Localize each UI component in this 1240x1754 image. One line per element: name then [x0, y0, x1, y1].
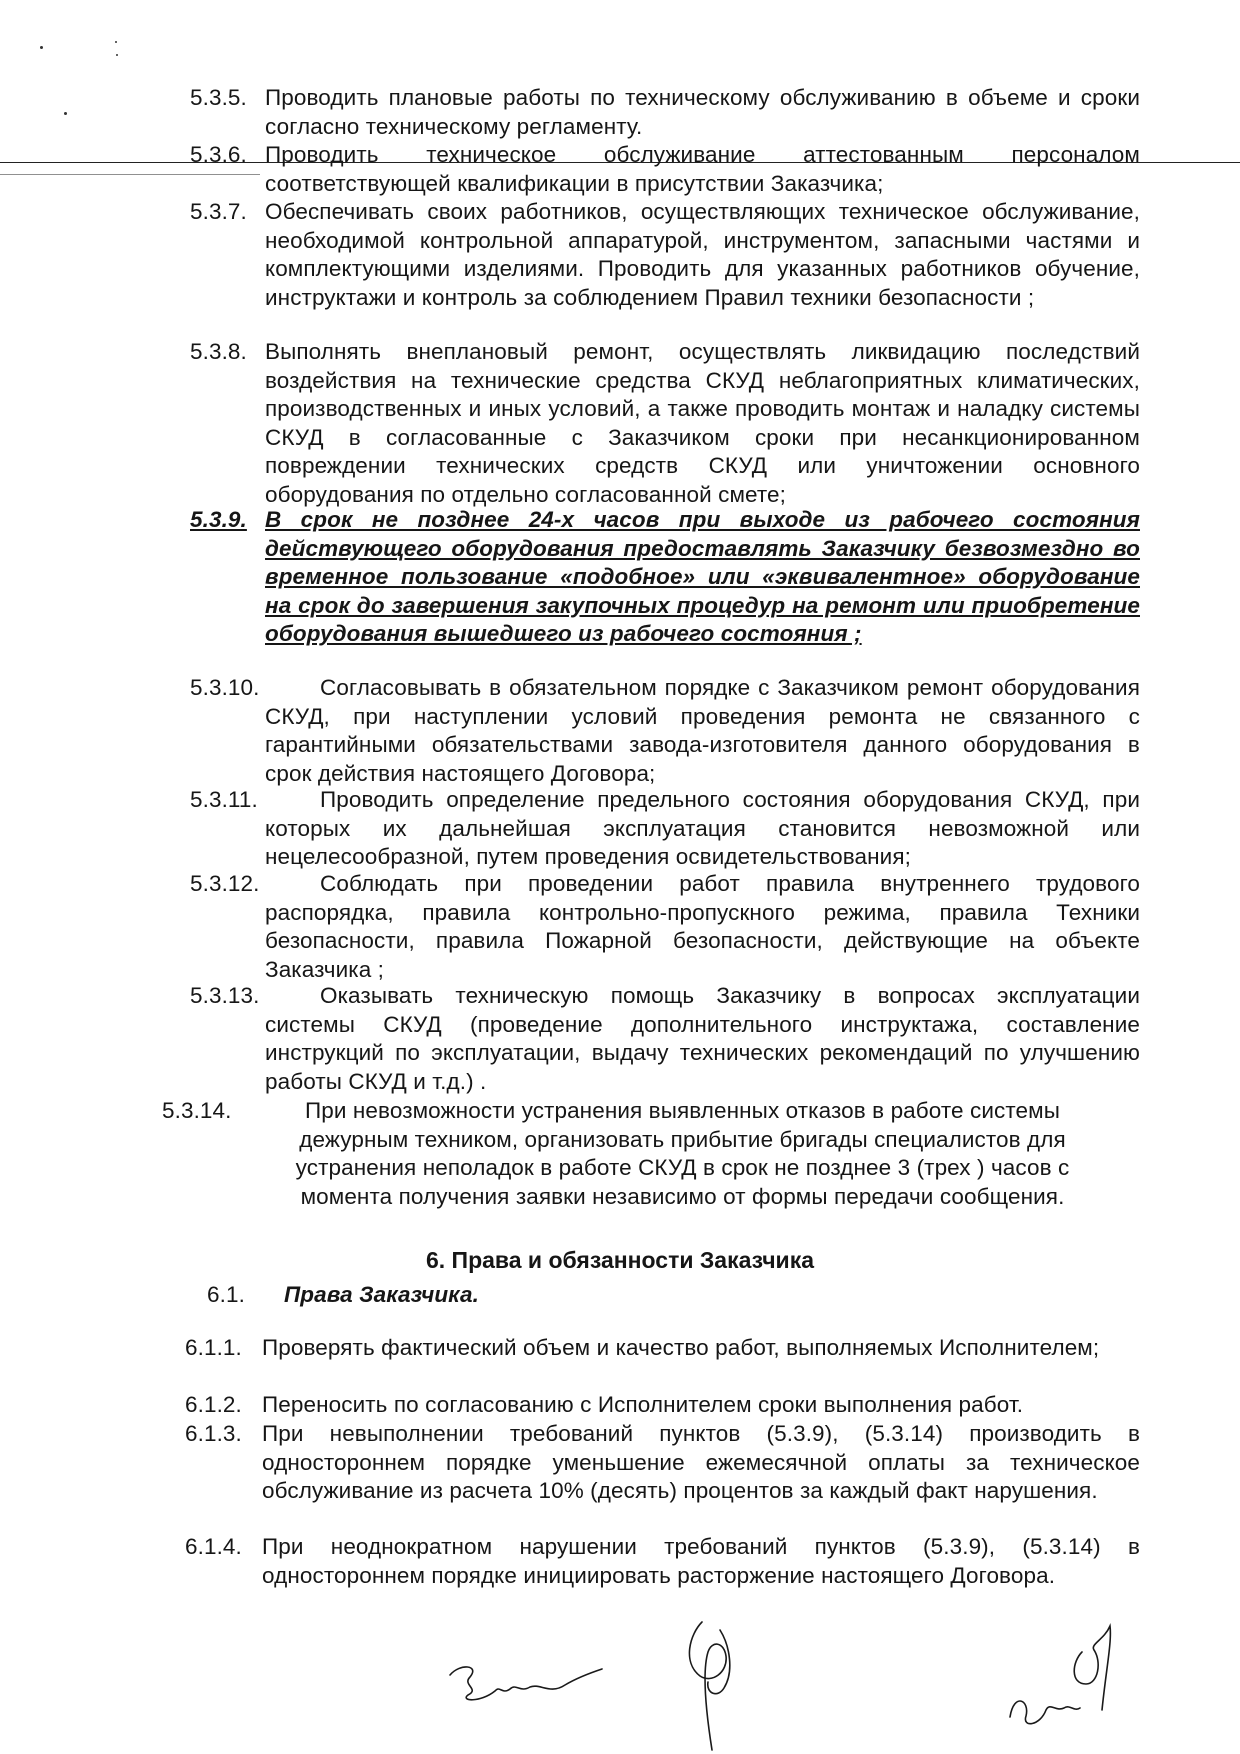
- clause-text: Проводить плановые работы по техническому обслуживанию в объеме и сроки согласно техническому регламенту.: [265, 85, 1140, 139]
- clause-number: 5.3.8.: [190, 339, 247, 364]
- clause-number: 6.1.4.: [185, 1534, 242, 1559]
- clause-text: Соблюдать при проведении работ правила внутреннего трудового распорядка, правила контрольно-пропускного режима, правила Техники безопасности, правила Пожарной безопасности, действующие на объекте Заказчика ;: [265, 871, 1140, 982]
- clause-text: Обеспечивать своих работников, осуществляющих техническое обслуживание, необходимой контрольной аппаратурой, инструментом, запасными частями и комплектующими изделиями. Проводить для указанных работников обучение, инструктажи и контроль за соблюдением Правил техники безопасности ;: [265, 199, 1140, 310]
- clause-text: Проверять фактический объем и качество работ, выполняемых Исполнителем;: [262, 1335, 1100, 1360]
- clause-number: 6.1.3.: [185, 1421, 242, 1446]
- clause-number: 5.3.12.: [190, 871, 260, 896]
- section-heading: 6. Права и обязанности Заказчика: [425, 1247, 815, 1273]
- scan-speck: [40, 46, 43, 49]
- subsection-title: Права Заказчика.: [284, 1282, 479, 1307]
- clause-number: 5.3.5.: [190, 85, 247, 110]
- clause-text: При неоднократном нарушении требований пунктов (5.3.9), (5.3.14) в одностороннем порядке инициировать расторжение настоящего Договора.: [262, 1534, 1140, 1588]
- clause-text: Оказывать техническую помощь Заказчику в вопросах эксплуатации системы СКУД (проведение дополнительного инструктажа, составление инструкций по эксплуатации, выдачу технических рекомендаций по улучшению работы СКУД и т.д.) .: [265, 983, 1140, 1094]
- scan-speck: [116, 54, 118, 56]
- clause-number: 6.1.1.: [185, 1335, 242, 1360]
- clause-number: 5.3.11.: [190, 787, 258, 812]
- clause-number: 5.3.7.: [190, 199, 247, 224]
- clause-text: Проводить техническое обслуживание аттестованным персоналом соответствующей квалификации в присутствии Заказчика;: [265, 142, 1140, 196]
- clause-text: Выполнять внеплановый ремонт, осуществлять ликвидацию последствий воздействия на технические средства СКУД неблагоприятных климатических, производственных и иных условий, а также проводить монтаж и наладку системы СКУД в согласованные с Заказчиком сроки при несанкционированном повреждении технических средств СКУД или уничтожении основного оборудования по отдельно согласованной смете;: [265, 339, 1140, 507]
- handwritten-signature: [672, 1612, 762, 1754]
- clause-text: При невозможности устранения выявленных отказов в работе системы дежурным техником, организовать прибытие бригады специалистов для устранения неполадок в работе СКУД в срок не позднее 3 (трех ) часов с момента получения заявки независимо от формы передачи сообщения.: [295, 1098, 1070, 1209]
- scan-speck: [64, 112, 67, 115]
- clause-text: В срок не позднее 24-х часов при выходе из рабочего состояния действующего оборудования предоставлять Заказчику безвозмездно во временное пользование «подобное» или «эквивалентное» оборудование на срок до завершения закупочных процедур на ремонт или приобретение оборудования вышедшего из рабочего состояния ;: [265, 507, 1140, 646]
- clause-text: Согласовывать в обязательном порядке с Заказчиком ремонт оборудования СКУД, при наступлении условий проведения ремонта не связанного с гарантийными обязательствами завода-изготовителя данного оборудования в срок действия настоящего Договора;: [265, 675, 1140, 786]
- subsection-number: 6.1.: [207, 1282, 245, 1307]
- clause-number: 5.3.10.: [190, 675, 260, 700]
- handwritten-signature: [440, 1645, 620, 1715]
- clause-text: Переносить по согласованию с Исполнителем сроки выполнения работ.: [262, 1392, 1024, 1417]
- clause-text: При невыполнении требований пунктов (5.3.9), (5.3.14) производить в одностороннем порядке уменьшение ежемесячной оплаты за техническое обслуживание из расчета 10% (десять) процентов за каждый факт нарушения.: [262, 1421, 1140, 1503]
- scan-rule-line: [0, 174, 260, 175]
- handwritten-signature: [1000, 1612, 1140, 1737]
- clause-number: 5.3.13.: [190, 983, 260, 1008]
- clause-number: 5.3.6.: [190, 142, 247, 167]
- scan-speck: [115, 41, 117, 43]
- clause-number: 5.3.9.: [190, 507, 247, 532]
- clause-number: 6.1.2.: [185, 1392, 242, 1417]
- clause-text: Проводить определение предельного состояния оборудования СКУД, при которых их дальнейшая эксплуатация становится невозможной или нецелесообразной, путем проведения освидетельствования;: [265, 787, 1140, 869]
- clause-number: 5.3.14.: [162, 1098, 232, 1123]
